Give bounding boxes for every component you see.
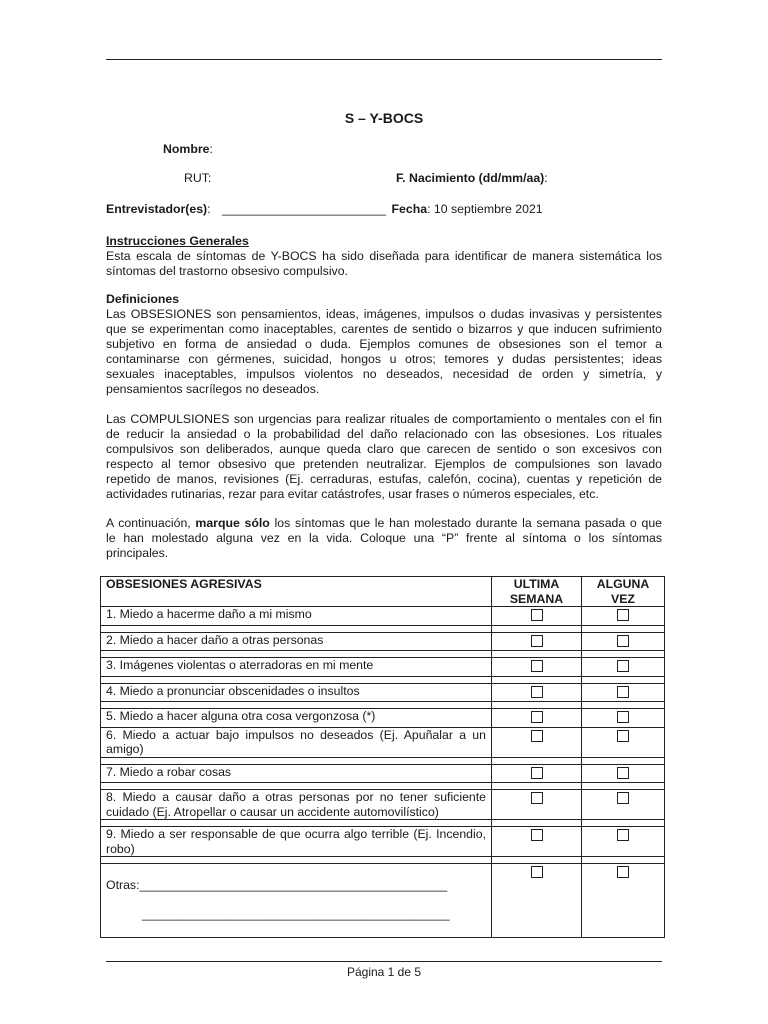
table-row: [101, 727, 665, 757]
continuacion-section: [106, 516, 662, 561]
compulsiones-line: Las COMPULSIONES son urgencias para realizar rituales de comportamiento o mentales con el fin: [106, 412, 662, 426]
alguna-vez-checkbox[interactable]: [617, 767, 629, 779]
ultima-semana-checkbox[interactable]: [531, 730, 543, 742]
ultima-semana-checkbox[interactable]: [531, 635, 543, 647]
alguna-vez-checkbox[interactable]: [617, 635, 629, 647]
nacimiento-label: F. Nacimiento (dd/mm/aa):: [396, 171, 548, 185]
fecha-label: Fecha: [391, 202, 428, 216]
instrucciones-line: síntomas del trastorno obsesivo compulsivo.: [106, 264, 348, 278]
obsesiones-line: que se experimentan como inaceptables, carentes de sentido o bizarros y que inducen sufrimiento: [106, 322, 662, 336]
continuacion-line: A continuación, marque sólo los síntomas que le han molestado durante la semana pasada o que: [106, 516, 662, 530]
table-row: [101, 632, 665, 651]
item-text: 8. Miedo a causar daño a otras personas por no tener suficiente cuidado (Ej. Atropellar o causar un accidente automovilístico): [101, 790, 492, 820]
ultima-semana-checkbox[interactable]: [531, 686, 543, 698]
alguna-vez-checkbox[interactable]: [617, 866, 629, 878]
table-row: [101, 709, 665, 728]
item-text: 6. Miedo a actuar bajo impulsos no deseados (Ej. Apuñalar a un amigo): [101, 727, 492, 757]
ultima-semana-checkbox[interactable]: [531, 660, 543, 672]
entrevistador-row: Entrevistador(es): ________________________ Fecha: 10 septiembre 2021: [106, 202, 543, 216]
alguna-vez-checkbox[interactable]: [617, 609, 629, 621]
col-alguna-vez: ALGUNA VEZ: [582, 577, 665, 607]
instrucciones-section: [106, 234, 662, 279]
alguna-vez-checkbox[interactable]: [617, 792, 629, 804]
continuacion-line: principales.: [106, 546, 169, 560]
alguna-vez-checkbox[interactable]: [617, 711, 629, 723]
obsesiones-line: Las OBSESIONES son pensamientos, ideas, imágenes, impulsos o dudas invasivas y persistentes: [106, 307, 662, 321]
item-text: 2. Miedo a hacer daño a otras personas: [101, 632, 492, 651]
ultima-semana-checkbox[interactable]: [531, 609, 543, 621]
definiciones-section: [106, 292, 662, 397]
instrucciones-line: Esta escala de síntomas de Y-BOCS ha sido diseñada para identificar de manera sistemática los: [106, 249, 662, 263]
otras-input-line[interactable]: _____________________________________________: [142, 906, 450, 921]
instrucciones-heading: Instrucciones Generales: [106, 234, 249, 248]
table-title: OBSESIONES AGRESIVAS: [101, 577, 492, 607]
item-text: 7. Miedo a robar cosas: [101, 764, 492, 783]
ultima-semana-checkbox[interactable]: [531, 711, 543, 723]
item-text: 5. Miedo a hacer alguna otra cosa vergonzosa (*): [101, 709, 492, 728]
otras-cell: [101, 864, 492, 938]
compulsiones-line: de reducir la ansiedad o la probabilidad del daño relacionado con las obsesiones. Los rituales: [106, 427, 662, 441]
entrevistador-blank: ________________________: [221, 202, 387, 216]
page-number: Página 1 de 5: [346, 965, 422, 979]
row-separator: [101, 625, 665, 632]
row-separator: [101, 651, 665, 658]
table-row: [101, 790, 665, 820]
top-rule: [106, 59, 662, 60]
rut-label: RUT:: [184, 171, 212, 185]
ultima-semana-checkbox[interactable]: [531, 767, 543, 779]
table-row: [101, 764, 665, 783]
item-text: 1. Miedo a hacerme daño a mi mismo: [101, 607, 492, 626]
item-text: 3. Imágenes violentas o aterradoras en mi mente: [101, 658, 492, 677]
page-title: S – Y-BOCS: [344, 110, 424, 126]
row-separator: [101, 820, 665, 827]
compulsiones-line: repetido de manos, revisiones (Ej. cerraduras, estufas, calefón, cocina), cuentas y repetición de: [106, 472, 662, 486]
compulsiones-section: [106, 412, 662, 502]
table-row: [101, 658, 665, 677]
alguna-vez-checkbox[interactable]: [617, 730, 629, 742]
nombre-label: Nombre:: [163, 142, 213, 156]
ultima-semana-checkbox[interactable]: [531, 792, 543, 804]
ultima-semana-checkbox[interactable]: [531, 829, 543, 841]
compulsiones-line: compulsivos son deliberados, aunque queda claro que carecen de sentido o son excesivos con: [106, 442, 662, 456]
compulsiones-line: actividades rutinarias, rezar para evitar catástrofes, usar frases o números especiales, etc.: [106, 487, 599, 501]
obsesiones-line: subjetivo en forma de ansiedad o duda. Ejemplos comunes de obsesiones son el temor a: [106, 337, 662, 351]
item-text: 4. Miedo a pronunciar obscenidades o insultos: [101, 683, 492, 702]
table-row: [101, 607, 665, 626]
row-separator: [101, 783, 665, 790]
obsesiones-line: pensamientos sacrílegos no deseados.: [106, 382, 320, 396]
table-header-row: [101, 577, 665, 607]
obsesiones-line: contaminarse con gérmenes, suicidad, hongos u otros; temores y dudas persistentes; ideas: [106, 352, 662, 366]
bottom-rule: [106, 961, 662, 962]
otras-row: [101, 864, 665, 938]
row-separator: [101, 676, 665, 683]
ultima-semana-checkbox[interactable]: [531, 866, 543, 878]
obsesiones-line: sexuales inaceptables, impulsos violentos no deseados, necesidad de orden y simetría, y: [106, 367, 662, 381]
row-separator: [101, 857, 665, 864]
obsesiones-agresivas-table: [100, 576, 665, 938]
row-separator: [101, 702, 665, 709]
compulsiones-line: respecto al temor obsesivo que pretenden neutralizar. Ejemplos de compulsiones son lavado: [106, 457, 662, 471]
alguna-vez-checkbox[interactable]: [617, 660, 629, 672]
entrevistador-label: Entrevistador(es): [106, 202, 208, 216]
table-row: [101, 827, 665, 857]
alguna-vez-checkbox[interactable]: [617, 829, 629, 841]
definiciones-heading: Definiciones: [106, 292, 180, 306]
col-ultima-semana: ULTIMA SEMANA: [492, 577, 582, 607]
table-row: [101, 683, 665, 702]
alguna-vez-checkbox[interactable]: [617, 686, 629, 698]
item-text: 9. Miedo a ser responsable de que ocurra algo terrible (Ej. Incendio, robo): [101, 827, 492, 857]
otras-label: Otras:: [106, 878, 140, 892]
otras-input-line[interactable]: _____________________________________________: [139, 878, 448, 892]
row-separator: [101, 757, 665, 764]
fecha-value: : 10 septiembre 2021: [427, 202, 543, 216]
continuacion-line: le han molestado alguna vez en la vida. Coloque una “P” frente al síntoma o los síntomas: [106, 531, 662, 545]
